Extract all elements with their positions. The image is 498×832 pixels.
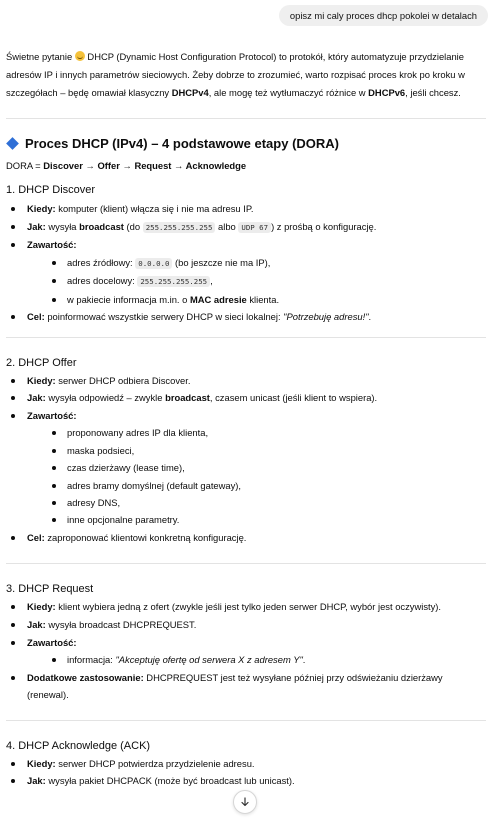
list-item: czas dzierżawy (lease time), xyxy=(27,459,486,476)
step-3-list xyxy=(6,598,486,703)
arrow-down-icon xyxy=(240,797,250,807)
smile-emoji-icon xyxy=(75,51,85,61)
list-item: Kiedy: serwer DHCP odbiera Discover. xyxy=(6,372,486,390)
step-4-title: 4. DHCP Acknowledge (ACK) xyxy=(6,739,151,752)
intro-paragraph: Świetne pytanie DHCP (Dynamic Host Configuration Protocol) to protokół, który automatyzuje przydzielanie adresów IP i innych parametrów sieciowych. Żeby dobrze to zrozumieć, warto rozpisać proces krok po kroku w szczegółach – będę omawiał klasyczny DHCPv4, ale mogę też wytłumaczyć różnice w DHCPv6, jeśli chcesz. xyxy=(6,51,465,98)
dora-line: DORA = Discover → Offer → Request → Acknowledge xyxy=(6,160,247,171)
list-item: adresy DNS, xyxy=(27,494,486,511)
step-1-title: 1. DHCP Discover xyxy=(6,184,96,196)
list-item: Jak: wysyła pakiet DHCPACK (może być broadcast lub unicast). xyxy=(6,772,486,790)
list-item: Kiedy: komputer (klient) włącza się i nie ma adresu IP. xyxy=(6,200,486,218)
list-item: proponowany adres IP dla klienta, xyxy=(27,424,486,441)
section-heading: Proces DHCP (IPv4) – 4 podstawowe etapy (DORA) xyxy=(6,136,486,151)
list-item: adres docelowy: 255.255.255.255 , xyxy=(27,272,486,290)
divider xyxy=(6,563,486,564)
list-item: Jak: wysyła broadcast DHCPREQUEST. xyxy=(6,616,486,634)
list-item: informacja: "Akceptuję ofertę od serwera X z adresem Y". xyxy=(27,651,486,668)
list-item: Jak: wysyła odpowiedź – zwykle broadcast, czasem unicast (jeśli klient to wspiera). xyxy=(6,389,486,407)
blue-diamond-icon xyxy=(6,137,19,150)
step-2-title: 2. DHCP Offer xyxy=(6,356,77,369)
assistant-response xyxy=(6,48,486,790)
list-item: inne opcjonalne parametry. xyxy=(27,511,486,528)
divider xyxy=(6,337,486,338)
list-item: w pakiecie informacja m.in. o MAC adresie klienta. xyxy=(27,291,486,308)
step-4-list xyxy=(6,755,486,790)
divider xyxy=(6,118,486,119)
list-item: maska podsieci, xyxy=(27,442,486,459)
list-item: Zawartość: informacja: "Akceptuję ofertę od serwera X z adresem Y". xyxy=(6,634,486,669)
list-item: Zawartość: proponowany adres IP dla klienta, maska podsieci, czas dzierżawy (lease time), adres bramy domyślnej (default gateway), adresy DNS, inne opcjonalne parametry. xyxy=(6,407,486,529)
list-item: Dodatkowe zastosowanie: DHCPREQUEST jest też wysyłane później przy odświeżaniu dzierżawy (renewal). xyxy=(6,669,486,704)
list-item: Kiedy: serwer DHCP potwierdza przydzielenie adresu. xyxy=(6,755,486,773)
scroll-down-button[interactable] xyxy=(233,790,257,814)
step-3-title: 3. DHCP Request xyxy=(6,583,94,596)
step-1-list xyxy=(6,200,486,326)
list-item: Kiedy: klient wybiera jedną z ofert (zwykle jeśli jest tylko jeden serwer DHCP, wybór jest oczywisty). xyxy=(6,598,486,616)
list-item: Jak: wysyła broadcast (do 255.255.255.255 albo UDP 67 ) z prośbą o konfigurację. xyxy=(6,218,486,237)
list-item: adres bramy domyślnej (default gateway), xyxy=(27,477,486,494)
bottom-fade xyxy=(0,818,498,832)
list-item: Cel: zaproponować klientowi konkretną konfigurację. xyxy=(6,529,486,547)
list-item: Cel: poinformować wszystkie serwery DHCP w sieci lokalnej: "Potrzebuję adresu!". xyxy=(6,308,486,326)
list-item: adres źródłowy: 0.0.0.0 (bo jeszcze nie ma IP), xyxy=(27,254,486,272)
divider xyxy=(6,720,486,721)
step-2-list xyxy=(6,372,486,547)
list-item: Zawartość: adres źródłowy: 0.0.0.0 (bo jeszcze nie ma IP), adres docelowy: 255.255.255.255 , w pakiecie informacja m.in. o MAC adresie klienta. xyxy=(6,236,486,308)
user-message-bubble: opisz mi caly proces dhcp pokolei w detalach xyxy=(279,5,488,26)
